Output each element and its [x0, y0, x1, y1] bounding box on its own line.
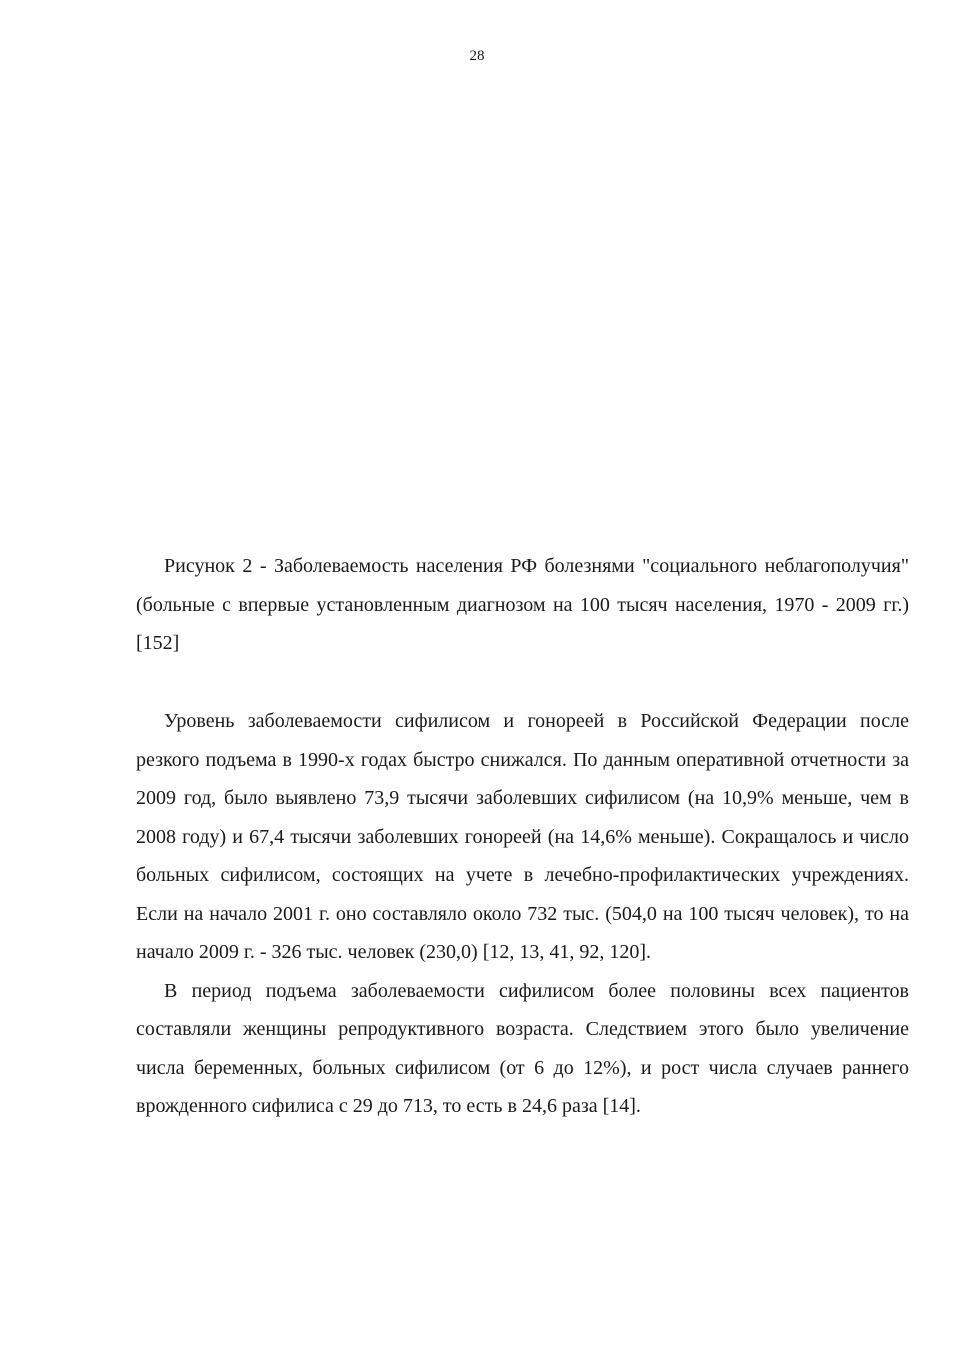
figure-caption	[136, 547, 909, 663]
paragraph: В период подъема заболеваемости сифилисом более половины всех пациентов составляли женщины репродуктивного возраста. Следствием этого было увеличение числа беременных, больных сифилисом (от 6 до 12%), и рост числа случаев раннего врожденного сифилиса с 29 до 713, то есть в 24,6 раза [14].	[136, 979, 909, 1117]
page-number: 28	[469, 48, 485, 64]
figure-caption-text: Рисунок 2 - Заболеваемость населения РФ болезнями "социального неблагополучия" (больные с впервые установленным диагнозом на 100 тысяч населения, 1970 - 2009 гг.) [152]	[136, 555, 909, 654]
figure-placeholder	[136, 90, 909, 530]
body-text	[136, 702, 909, 1126]
paragraph: Уровень заболеваемости сифилисом и гонореей в Российской Федерации после резкого подъема в 1990-х годах быстро снижался. По данным оперативной отчетности за 2009 год, было выявлено 73,9 тысячи заболевших сифилисом (на 10,9% меньше, чем в 2008 году) и 67,4 тысячи заболевших гонореей (на 14,6% меньше). Сокращалось и число больных сифилисом, состоящих на учете в лечебно-профилактических учреждениях. Если на начало 2001 г. оно составляло около 732 тыс. (504,0 на 100 тысяч человек), то на начало 2009 г. - 326 тыс. человек (230,0) [12, 13, 41, 92, 120].	[136, 710, 909, 963]
